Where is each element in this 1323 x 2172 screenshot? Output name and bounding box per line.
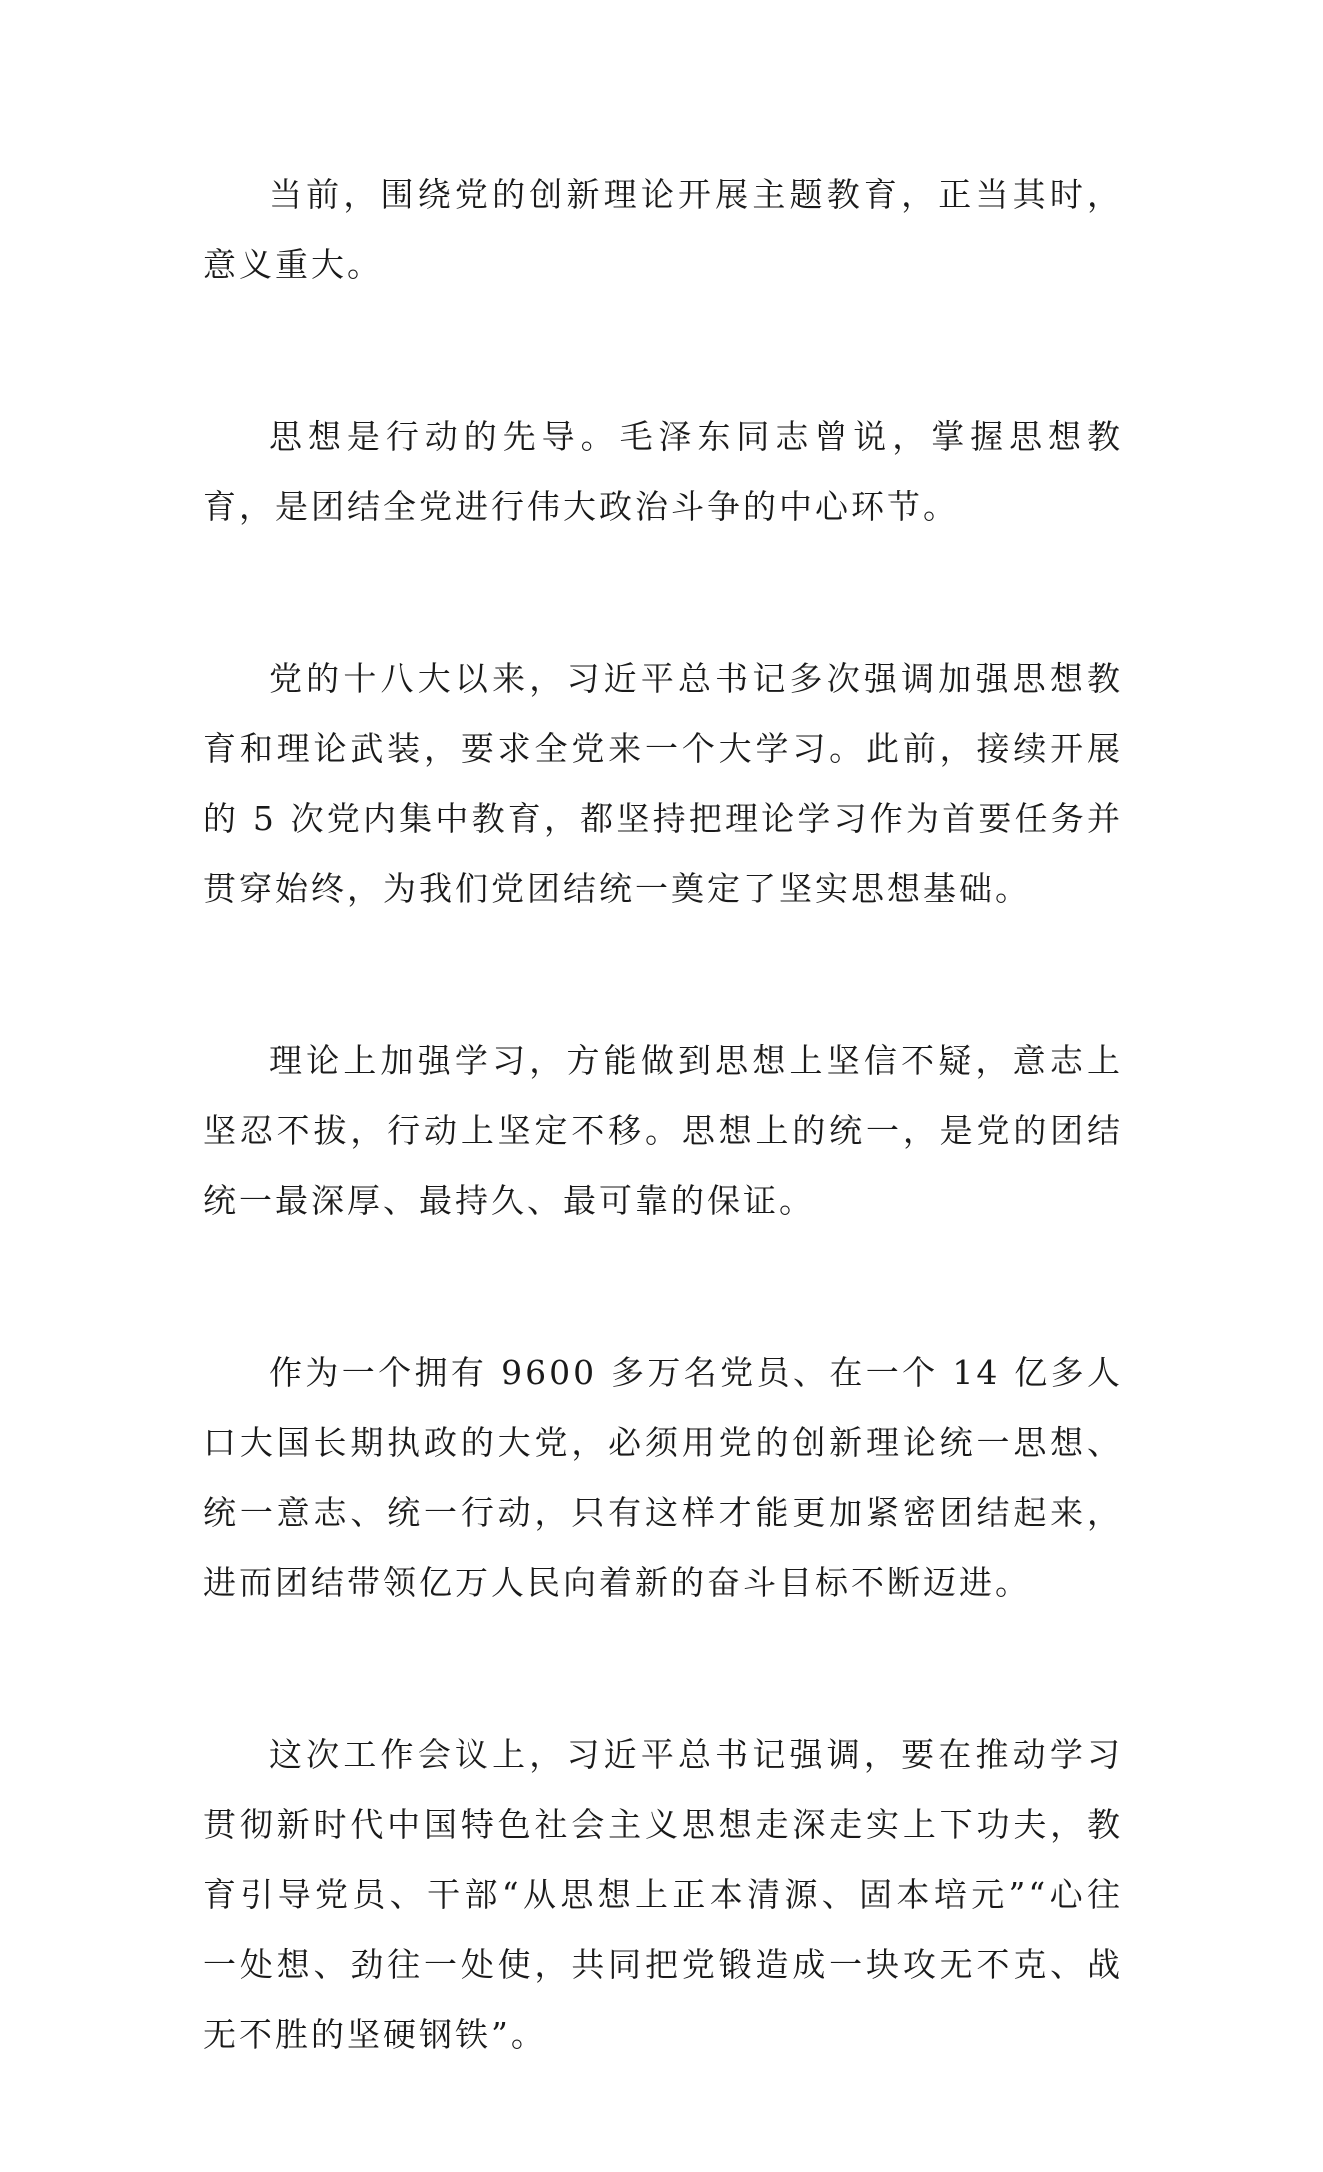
paragraph-6: 这次工作会议上，习近平总书记强调，要在推动学习贯彻新时代中国特色社会主义思想走深走实上下功夫，教育引导党员、干部“从思想上正本清源、固本培元”“心往一处想、劲往一处使，共同把党锻造成一块攻无不克、战无不胜的坚硬钢铁”。 — [203, 1735, 1123, 2054]
article-body — [203, 160, 1123, 2172]
paragraph-2: 思想是行动的先导。毛泽东同志曾说，掌握思想教育，是团结全党进行伟大政治斗争的中心环节。 — [203, 417, 1123, 526]
paragraph-3: 党的十八大以来，习近平总书记多次强调加强思想教育和理论武装，要求全党来一个大学习。此前，接续开展的 5 次党内集中教育，都坚持把理论学习作为首要任务并贯穿始终，为我们党团结统一奠定了坚实思想基础。 — [203, 659, 1123, 908]
paragraph-5: 作为一个拥有 9600 多万名党员、在一个 14 亿多人口大国长期执政的大党，必须用党的创新理论统一思想、统一意志、统一行动，只有这样才能更加紧密团结起来，进而团结带领亿万人民向着新的奋斗目标不断迈进。 — [203, 1353, 1123, 1602]
paragraph-1: 当前，围绕党的创新理论开展主题教育，正当其时，意义重大。 — [203, 175, 1123, 284]
paragraph-4: 理论上加强学习，方能做到思想上坚信不疑，意志上坚忍不拔，行动上坚定不移。思想上的统一，是党的团结统一最深厚、最持久、最可靠的保证。 — [203, 1041, 1123, 1220]
